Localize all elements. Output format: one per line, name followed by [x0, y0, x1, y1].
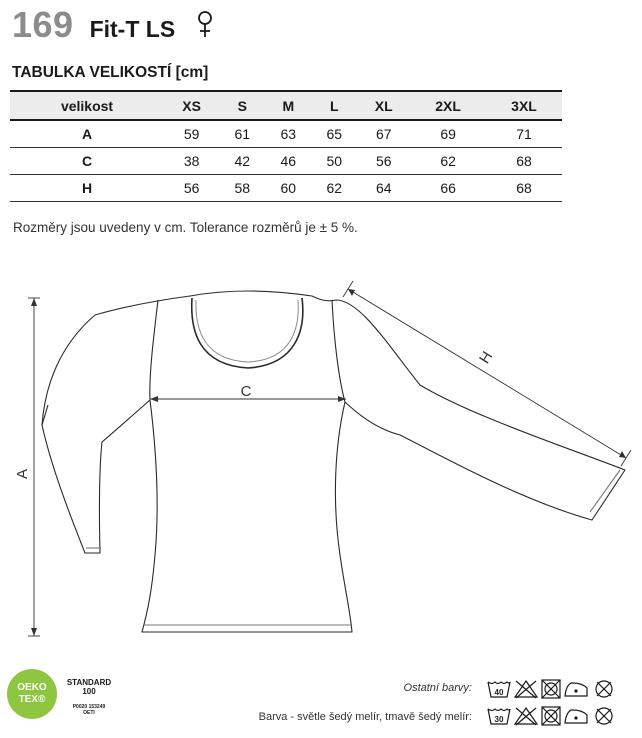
product-header — [12, 4, 175, 44]
size-table — [10, 90, 562, 202]
column-header: S — [219, 91, 265, 120]
care-label-other-colors: Ostatní barvy: — [403, 682, 472, 694]
no-dry-clean-icon — [596, 708, 612, 724]
no-tumble-dry-icon — [542, 680, 560, 698]
table-row — [10, 120, 562, 148]
table-cell: 60 — [265, 175, 311, 202]
table-cell: 69 — [410, 120, 486, 148]
standard-100-label — [60, 678, 118, 716]
size-table-title: TABULKA VELIKOSTÍ [cm] — [12, 64, 209, 81]
standard-line1: STANDARD — [66, 678, 112, 687]
shirt-outline — [42, 291, 625, 632]
certificate-institute: OETI — [83, 710, 95, 716]
no-bleach-icon — [515, 681, 537, 698]
care-symbols-gray-melange — [486, 705, 618, 727]
table-cell: 65 — [311, 120, 357, 148]
row-label: A — [10, 120, 164, 148]
wash-temp-label: 40 — [494, 688, 504, 697]
no-dry-clean-icon — [596, 681, 612, 697]
product-name: Fit-T LS — [89, 16, 176, 42]
garment-diagram — [0, 270, 642, 650]
table-cell: 71 — [486, 120, 562, 148]
table-cell: 62 — [410, 148, 486, 175]
column-header: M — [265, 91, 311, 120]
table-header-row — [10, 91, 562, 120]
table-cell: 64 — [357, 175, 410, 202]
table-cell: 56 — [357, 148, 410, 175]
column-header: velikost — [10, 91, 164, 120]
iron-icon — [565, 683, 587, 696]
table-cell: 61 — [219, 120, 265, 148]
table-row — [10, 148, 562, 175]
badge-line2: TEX® — [18, 694, 46, 705]
column-header: L — [311, 91, 357, 120]
certificate-code: P0020 153249 — [72, 704, 106, 710]
column-header: 3XL — [486, 91, 562, 120]
standard-line2: 100 — [82, 687, 96, 696]
care-label-gray-melange: Barva - světle šedý melír, tmavě šedý melír: — [258, 711, 472, 723]
table-cell: 67 — [357, 120, 410, 148]
table-cell: 62 — [311, 175, 357, 202]
measurement-label-h: H — [476, 348, 497, 367]
column-header: XS — [164, 91, 219, 120]
table-cell: 42 — [219, 148, 265, 175]
row-label: H — [10, 175, 164, 202]
no-tumble-dry-icon — [542, 707, 560, 725]
female-icon — [196, 10, 214, 38]
table-cell: 56 — [164, 175, 219, 202]
no-bleach-icon — [515, 708, 537, 725]
table-cell: 58 — [219, 175, 265, 202]
care-symbols-other — [486, 678, 618, 700]
table-cell: 38 — [164, 148, 219, 175]
table-cell: 68 — [486, 148, 562, 175]
table-cell: 66 — [410, 175, 486, 202]
measurement-label-a: A — [14, 468, 31, 480]
column-header: XL — [357, 91, 410, 120]
table-cell: 59 — [164, 120, 219, 148]
table-cell: 46 — [265, 148, 311, 175]
measurement-label-c: C — [240, 383, 252, 400]
measurement-note: Rozměry jsou uvedeny v cm. Tolerance rozměrů je ± 5 %. — [13, 220, 358, 235]
iron-icon — [565, 710, 587, 723]
table-cell: 63 — [265, 120, 311, 148]
oeko-tex-badge — [7, 669, 57, 719]
measurement-lines — [28, 281, 631, 636]
table-cell: 50 — [311, 148, 357, 175]
table-row — [10, 175, 562, 202]
column-header: 2XL — [410, 91, 486, 120]
product-number: 169 — [12, 4, 74, 45]
wash-temp-label: 30 — [494, 715, 504, 724]
row-label: C — [10, 148, 164, 175]
table-cell: 68 — [486, 175, 562, 202]
badge-line1: OEKO — [17, 682, 47, 693]
